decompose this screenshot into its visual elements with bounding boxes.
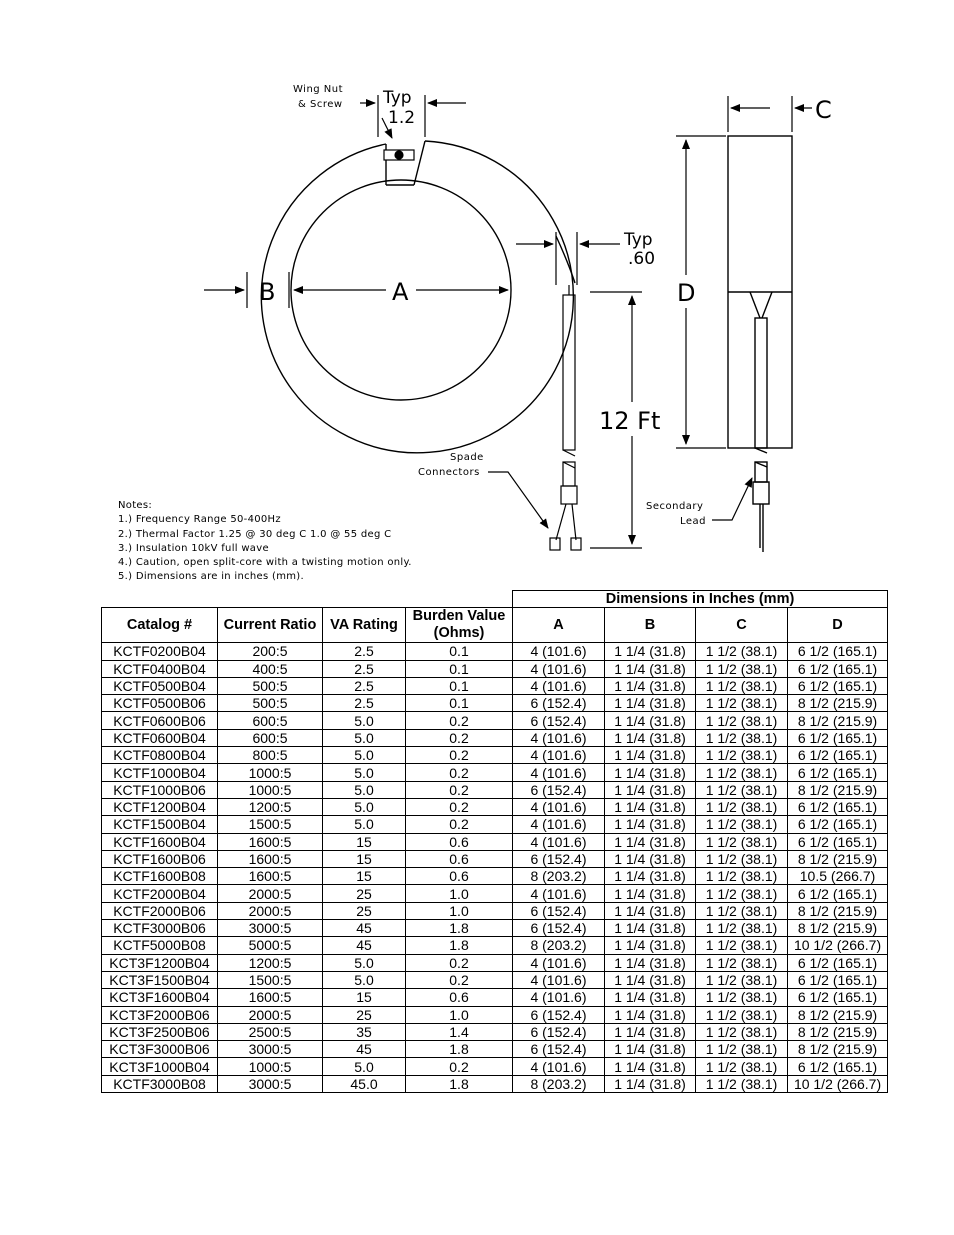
cell-dim-b: 1 1/4 (31.8) — [605, 660, 696, 677]
cell-dim-a: 4 (101.6) — [513, 885, 605, 902]
cell-dim-b: 1 1/4 (31.8) — [605, 712, 696, 729]
cell-burden: 0.2 — [406, 781, 513, 798]
cell-dim-a: 4 (101.6) — [513, 989, 605, 1006]
cell-burden: 1.8 — [406, 1075, 513, 1092]
cell-dim-a: 6 (152.4) — [513, 1041, 605, 1058]
cell-dim-b: 1 1/4 (31.8) — [605, 1023, 696, 1040]
cell-dim-a: 6 (152.4) — [513, 781, 605, 798]
cell-dim-b: 1 1/4 (31.8) — [605, 798, 696, 815]
cell-dim-d: 6 1/2 (165.1) — [788, 747, 888, 764]
table-row — [102, 1041, 888, 1058]
cell-burden: 0.1 — [406, 695, 513, 712]
cell-dim-b: 1 1/4 (31.8) — [605, 850, 696, 867]
cell-current-ratio: 500:5 — [218, 677, 323, 694]
cell-dim-c: 1 1/2 (38.1) — [696, 660, 788, 677]
table-row — [102, 677, 888, 694]
cell-va-rating: 5.0 — [323, 971, 406, 988]
cell-current-ratio: 1500:5 — [218, 971, 323, 988]
table-row — [102, 695, 888, 712]
cell-dim-d: 8 1/2 (215.9) — [788, 920, 888, 937]
cell-burden: 0.2 — [406, 712, 513, 729]
cell-va-rating: 2.5 — [323, 677, 406, 694]
cell-dim-b: 1 1/4 (31.8) — [605, 902, 696, 919]
cell-catalog: KCTF0400B04 — [102, 660, 218, 677]
cell-va-rating: 2.5 — [323, 643, 406, 660]
table-row — [102, 764, 888, 781]
cell-current-ratio: 1600:5 — [218, 850, 323, 867]
cell-dim-b: 1 1/4 (31.8) — [605, 747, 696, 764]
cell-catalog: KCTF1000B04 — [102, 764, 218, 781]
cell-catalog: KCTF1600B06 — [102, 850, 218, 867]
cell-burden: 0.6 — [406, 868, 513, 885]
cell-current-ratio: 800:5 — [218, 747, 323, 764]
burden-header-line1: Burden Value — [412, 608, 506, 625]
cell-dim-d: 8 1/2 (215.9) — [788, 781, 888, 798]
cell-dim-a: 4 (101.6) — [513, 764, 605, 781]
cell-dim-c: 1 1/2 (38.1) — [696, 971, 788, 988]
dimensions-group-header: Dimensions in Inches (mm) — [513, 591, 888, 608]
burden-header-line2: (Ohms) — [433, 625, 485, 642]
cell-dim-d: 8 1/2 (215.9) — [788, 850, 888, 867]
cell-current-ratio: 2000:5 — [218, 1006, 323, 1023]
cell-dim-d: 6 1/2 (165.1) — [788, 971, 888, 988]
cell-dim-a: 4 (101.6) — [513, 833, 605, 850]
cell-dim-d: 6 1/2 (165.1) — [788, 643, 888, 660]
cell-dim-c: 1 1/2 (38.1) — [696, 729, 788, 746]
lead-front-view — [550, 285, 581, 550]
cell-dim-d: 10 1/2 (266.7) — [788, 1075, 888, 1092]
cell-dim-c: 1 1/2 (38.1) — [696, 989, 788, 1006]
cell-catalog: KCT3F2000B06 — [102, 1006, 218, 1023]
cell-current-ratio: 1600:5 — [218, 989, 323, 1006]
cell-catalog: KCTF3000B08 — [102, 1075, 218, 1092]
table-row — [102, 885, 888, 902]
spec-table — [101, 590, 888, 1093]
cell-dim-c: 1 1/2 (38.1) — [696, 850, 788, 867]
cell-dim-d: 8 1/2 (215.9) — [788, 902, 888, 919]
cell-dim-d: 8 1/2 (215.9) — [788, 1041, 888, 1058]
cell-dim-a: 6 (152.4) — [513, 902, 605, 919]
cell-va-rating: 5.0 — [323, 798, 406, 815]
cell-burden: 1.4 — [406, 1023, 513, 1040]
cell-dim-a: 4 (101.6) — [513, 643, 605, 660]
cell-catalog: KCTF1600B08 — [102, 868, 218, 885]
spade-connector-callout — [488, 472, 548, 528]
secondary-label-2: Lead — [680, 516, 707, 527]
cell-dim-b: 1 1/4 (31.8) — [605, 643, 696, 660]
cell-dim-c: 1 1/2 (38.1) — [696, 781, 788, 798]
cell-va-rating: 5.0 — [323, 816, 406, 833]
cell-dim-b: 1 1/4 (31.8) — [605, 937, 696, 954]
cell-dim-b: 1 1/4 (31.8) — [605, 764, 696, 781]
cell-dim-d: 6 1/2 (165.1) — [788, 989, 888, 1006]
cell-dim-a: 6 (152.4) — [513, 1023, 605, 1040]
table-row — [102, 1023, 888, 1040]
cell-catalog: KCTF1500B04 — [102, 816, 218, 833]
cell-dim-c: 1 1/2 (38.1) — [696, 920, 788, 937]
table-row — [102, 868, 888, 885]
cell-dim-a: 4 (101.6) — [513, 954, 605, 971]
table-row — [102, 920, 888, 937]
cell-dim-a: 4 (101.6) — [513, 971, 605, 988]
cell-dim-a: 8 (203.2) — [513, 937, 605, 954]
cell-catalog: KCTF1200B04 — [102, 798, 218, 815]
cell-va-rating: 2.5 — [323, 695, 406, 712]
table-row — [102, 954, 888, 971]
table-row — [102, 660, 888, 677]
label-d: D — [677, 279, 696, 307]
note-item: 5.) Dimensions are in inches (mm). — [118, 571, 304, 583]
wing-nut-icon — [384, 150, 414, 160]
col-header-current-ratio: Current Ratio — [218, 608, 323, 643]
cell-burden: 0.2 — [406, 729, 513, 746]
cell-catalog: KCTF0500B04 — [102, 677, 218, 694]
cell-dim-c: 1 1/2 (38.1) — [696, 747, 788, 764]
cell-dim-b: 1 1/4 (31.8) — [605, 695, 696, 712]
cell-burden: 1.8 — [406, 1041, 513, 1058]
cell-dim-b: 1 1/4 (31.8) — [605, 1058, 696, 1075]
lead-length-label: 12 Ft — [599, 407, 661, 435]
cell-dim-b: 1 1/4 (31.8) — [605, 920, 696, 937]
cell-dim-b: 1 1/4 (31.8) — [605, 989, 696, 1006]
table-row — [102, 1075, 888, 1092]
cell-dim-b: 1 1/4 (31.8) — [605, 833, 696, 850]
cell-burden: 0.1 — [406, 677, 513, 694]
cell-dim-d: 8 1/2 (215.9) — [788, 695, 888, 712]
cell-dim-b: 1 1/4 (31.8) — [605, 729, 696, 746]
cell-catalog: KCT3F3000B06 — [102, 1041, 218, 1058]
cell-catalog: KCTF1000B06 — [102, 781, 218, 798]
cell-dim-a: 4 (101.6) — [513, 798, 605, 815]
cell-catalog: KCTF0800B04 — [102, 747, 218, 764]
cell-dim-d: 8 1/2 (215.9) — [788, 1006, 888, 1023]
cell-dim-a: 4 (101.6) — [513, 677, 605, 694]
cell-dim-b: 1 1/4 (31.8) — [605, 781, 696, 798]
table-row — [102, 1058, 888, 1075]
cell-burden: 1.8 — [406, 937, 513, 954]
cell-dim-b: 1 1/4 (31.8) — [605, 885, 696, 902]
note-item: 1.) Frequency Range 50-400Hz — [118, 514, 281, 526]
cell-dim-c: 1 1/2 (38.1) — [696, 1041, 788, 1058]
cell-dim-b: 1 1/4 (31.8) — [605, 971, 696, 988]
cell-burden: 0.6 — [406, 989, 513, 1006]
col-header-burden — [406, 608, 513, 643]
cell-catalog: KCT3F2500B06 — [102, 1023, 218, 1040]
cell-dim-c: 1 1/2 (38.1) — [696, 885, 788, 902]
cell-va-rating: 5.0 — [323, 747, 406, 764]
cell-catalog: KCTF0600B04 — [102, 729, 218, 746]
cell-dim-d: 10 1/2 (266.7) — [788, 937, 888, 954]
a-b-dimensions — [204, 272, 508, 308]
typ-top-value: 1.2 — [388, 108, 416, 128]
cell-dim-c: 1 1/2 (38.1) — [696, 1058, 788, 1075]
cell-dim-c: 1 1/2 (38.1) — [696, 695, 788, 712]
cell-current-ratio: 2000:5 — [218, 885, 323, 902]
cell-current-ratio: 1000:5 — [218, 1058, 323, 1075]
cell-dim-b: 1 1/4 (31.8) — [605, 1041, 696, 1058]
cell-dim-b: 1 1/4 (31.8) — [605, 677, 696, 694]
wing-nut-label-2: & Screw — [298, 99, 343, 110]
cell-current-ratio: 2500:5 — [218, 1023, 323, 1040]
cell-dim-d: 8 1/2 (215.9) — [788, 1023, 888, 1040]
col-header-d: D — [788, 608, 888, 643]
table-row — [102, 798, 888, 815]
table-row — [102, 1006, 888, 1023]
cell-catalog: KCTF3000B06 — [102, 920, 218, 937]
table-row — [102, 816, 888, 833]
cell-va-rating: 45.0 — [323, 1075, 406, 1092]
col-header-c: C — [696, 608, 788, 643]
label-a: A — [392, 278, 409, 306]
cell-dim-b: 1 1/4 (31.8) — [605, 1075, 696, 1092]
table-row — [102, 989, 888, 1006]
table-row — [102, 781, 888, 798]
cell-dim-b: 1 1/4 (31.8) — [605, 1006, 696, 1023]
cell-burden: 1.0 — [406, 902, 513, 919]
typ-right-label: Typ — [624, 230, 653, 250]
secondary-lead-callout — [712, 478, 752, 520]
cell-dim-c: 1 1/2 (38.1) — [696, 643, 788, 660]
cell-catalog: KCTF0200B04 — [102, 643, 218, 660]
cell-dim-a: 6 (152.4) — [513, 920, 605, 937]
cell-dim-c: 1 1/2 (38.1) — [696, 937, 788, 954]
spec-table-body — [102, 643, 888, 1093]
cell-dim-d: 6 1/2 (165.1) — [788, 729, 888, 746]
cell-current-ratio: 400:5 — [218, 660, 323, 677]
wing-nut-label: Wing Nut — [293, 84, 344, 95]
table-row — [102, 643, 888, 660]
col-header-b: B — [605, 608, 696, 643]
cell-current-ratio: 2000:5 — [218, 902, 323, 919]
cell-burden: 0.2 — [406, 747, 513, 764]
cell-va-rating: 25 — [323, 1006, 406, 1023]
cell-dim-b: 1 1/4 (31.8) — [605, 816, 696, 833]
cell-current-ratio: 1200:5 — [218, 798, 323, 815]
cell-burden: 0.6 — [406, 850, 513, 867]
cell-dim-a: 6 (152.4) — [513, 850, 605, 867]
typ-top-label: Typ — [383, 88, 412, 108]
cell-dim-c: 1 1/2 (38.1) — [696, 833, 788, 850]
cell-dim-d: 6 1/2 (165.1) — [788, 764, 888, 781]
cell-current-ratio: 1000:5 — [218, 764, 323, 781]
cell-current-ratio: 1500:5 — [218, 816, 323, 833]
cell-current-ratio: 600:5 — [218, 729, 323, 746]
secondary-label: Secondary — [646, 501, 704, 512]
cell-current-ratio: 3000:5 — [218, 1041, 323, 1058]
cell-catalog: KCTF1600B04 — [102, 833, 218, 850]
cell-dim-d: 6 1/2 (165.1) — [788, 1058, 888, 1075]
cell-current-ratio: 3000:5 — [218, 1075, 323, 1092]
cell-dim-d: 6 1/2 (165.1) — [788, 833, 888, 850]
cell-dim-c: 1 1/2 (38.1) — [696, 1075, 788, 1092]
table-row — [102, 747, 888, 764]
cell-dim-a: 8 (203.2) — [513, 868, 605, 885]
cell-va-rating: 5.0 — [323, 954, 406, 971]
cell-dim-c: 1 1/2 (38.1) — [696, 954, 788, 971]
cell-dim-a: 6 (152.4) — [513, 695, 605, 712]
cell-va-rating: 45 — [323, 1041, 406, 1058]
cell-va-rating: 2.5 — [323, 660, 406, 677]
ring-front-view — [261, 141, 575, 453]
cell-catalog: KCTF0500B06 — [102, 695, 218, 712]
cell-va-rating: 5.0 — [323, 1058, 406, 1075]
cell-va-rating: 45 — [323, 920, 406, 937]
cell-catalog: KCT3F1500B04 — [102, 971, 218, 988]
cell-dim-c: 1 1/2 (38.1) — [696, 712, 788, 729]
cell-catalog: KCTF5000B08 — [102, 937, 218, 954]
cell-dim-a: 4 (101.6) — [513, 816, 605, 833]
cell-current-ratio: 5000:5 — [218, 937, 323, 954]
cell-dim-c: 1 1/2 (38.1) — [696, 677, 788, 694]
typ-right-value: .60 — [628, 249, 656, 269]
cell-burden: 0.1 — [406, 643, 513, 660]
label-b: B — [259, 278, 276, 306]
cell-va-rating: 5.0 — [323, 729, 406, 746]
cell-va-rating: 15 — [323, 989, 406, 1006]
note-item: 3.) Insulation 10kV full wave — [118, 542, 269, 554]
ring-side-view — [728, 136, 792, 552]
cell-burden: 0.2 — [406, 971, 513, 988]
cell-va-rating: 35 — [323, 1023, 406, 1040]
cell-dim-c: 1 1/2 (38.1) — [696, 1023, 788, 1040]
cell-current-ratio: 500:5 — [218, 695, 323, 712]
cell-va-rating: 5.0 — [323, 781, 406, 798]
cell-va-rating: 15 — [323, 850, 406, 867]
cell-dim-a: 6 (152.4) — [513, 1006, 605, 1023]
table-row — [102, 850, 888, 867]
table-row — [102, 712, 888, 729]
cell-catalog: KCT3F1000B04 — [102, 1058, 218, 1075]
cell-dim-a: 4 (101.6) — [513, 660, 605, 677]
cell-va-rating: 15 — [323, 868, 406, 885]
cell-dim-c: 1 1/2 (38.1) — [696, 764, 788, 781]
cell-burden: 0.2 — [406, 764, 513, 781]
col-header-catalog: Catalog # — [102, 608, 218, 643]
cell-current-ratio: 1200:5 — [218, 954, 323, 971]
cell-current-ratio: 3000:5 — [218, 920, 323, 937]
cell-burden: 1.8 — [406, 920, 513, 937]
cell-dim-c: 1 1/2 (38.1) — [696, 816, 788, 833]
table-row — [102, 833, 888, 850]
cell-catalog: KCTF2000B04 — [102, 885, 218, 902]
header-spacer — [102, 591, 513, 608]
cell-dim-d: 6 1/2 (165.1) — [788, 885, 888, 902]
cell-dim-b: 1 1/4 (31.8) — [605, 954, 696, 971]
note-item: 2.) Thermal Factor 1.25 @ 30 deg C 1.0 @ 55 deg C — [118, 528, 392, 540]
cell-dim-d: 6 1/2 (165.1) — [788, 798, 888, 815]
cell-burden: 0.2 — [406, 798, 513, 815]
cell-current-ratio: 1600:5 — [218, 833, 323, 850]
cell-dim-a: 4 (101.6) — [513, 747, 605, 764]
cell-dim-d: 6 1/2 (165.1) — [788, 954, 888, 971]
cell-dim-a: 8 (203.2) — [513, 1075, 605, 1092]
notes-heading: Notes: — [118, 500, 153, 511]
cell-burden: 0.2 — [406, 954, 513, 971]
cell-dim-d: 8 1/2 (215.9) — [788, 712, 888, 729]
table-row — [102, 937, 888, 954]
cell-burden: 0.1 — [406, 660, 513, 677]
table-row — [102, 729, 888, 746]
table-row — [102, 902, 888, 919]
cell-dim-d: 6 1/2 (165.1) — [788, 816, 888, 833]
cell-dim-c: 1 1/2 (38.1) — [696, 798, 788, 815]
note-item: 4.) Caution, open split-core with a twisting motion only. — [118, 557, 412, 569]
cell-current-ratio: 1600:5 — [218, 868, 323, 885]
cell-burden: 0.6 — [406, 833, 513, 850]
cell-catalog: KCTF0600B06 — [102, 712, 218, 729]
cell-burden: 1.0 — [406, 1006, 513, 1023]
cell-dim-c: 1 1/2 (38.1) — [696, 1006, 788, 1023]
cell-va-rating: 45 — [323, 937, 406, 954]
notes-section — [118, 499, 412, 585]
cell-dim-a: 4 (101.6) — [513, 729, 605, 746]
cell-burden: 1.0 — [406, 885, 513, 902]
cell-va-rating: 25 — [323, 902, 406, 919]
label-c: C — [815, 96, 832, 124]
cell-va-rating: 25 — [323, 885, 406, 902]
cell-burden: 0.2 — [406, 1058, 513, 1075]
cell-dim-a: 4 (101.6) — [513, 1058, 605, 1075]
cell-dim-c: 1 1/2 (38.1) — [696, 868, 788, 885]
cell-current-ratio: 1000:5 — [218, 781, 323, 798]
cell-catalog: KCTF2000B06 — [102, 902, 218, 919]
c-dimension — [728, 96, 812, 132]
spade-label-2: Connectors — [418, 467, 480, 478]
table-row — [102, 971, 888, 988]
cell-current-ratio: 600:5 — [218, 712, 323, 729]
cell-dim-d: 6 1/2 (165.1) — [788, 660, 888, 677]
cell-dim-b: 1 1/4 (31.8) — [605, 868, 696, 885]
cell-va-rating: 15 — [323, 833, 406, 850]
cell-current-ratio: 200:5 — [218, 643, 323, 660]
cell-dim-d: 6 1/2 (165.1) — [788, 677, 888, 694]
spade-label: Spade — [450, 452, 484, 463]
cell-catalog: KCT3F1600B04 — [102, 989, 218, 1006]
cell-burden: 0.2 — [406, 816, 513, 833]
cell-dim-a: 6 (152.4) — [513, 712, 605, 729]
cell-catalog: KCT3F1200B04 — [102, 954, 218, 971]
cell-va-rating: 5.0 — [323, 764, 406, 781]
cell-va-rating: 5.0 — [323, 712, 406, 729]
cell-dim-c: 1 1/2 (38.1) — [696, 902, 788, 919]
col-header-va-rating: VA Rating — [323, 608, 406, 643]
col-header-a: A — [513, 608, 605, 643]
cell-dim-d: 10.5 (266.7) — [788, 868, 888, 885]
